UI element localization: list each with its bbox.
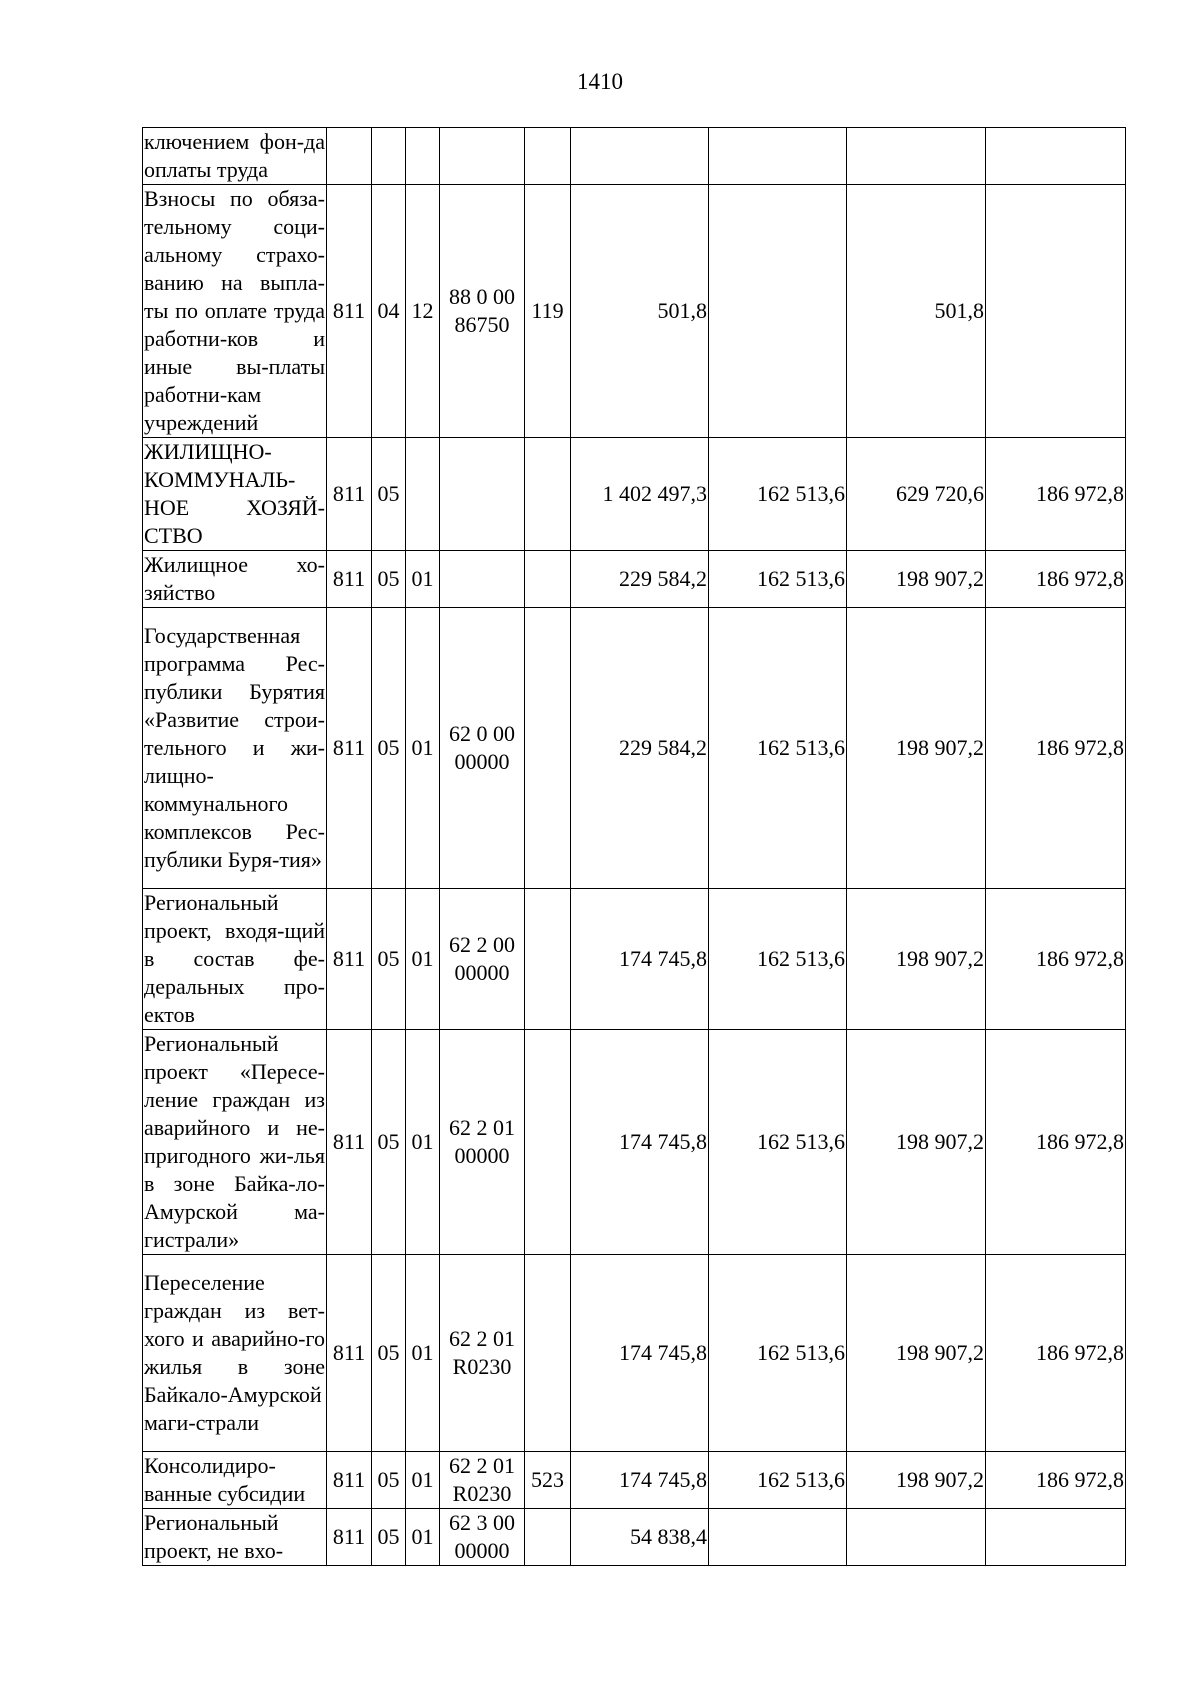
- amount-total: 174 745,8: [571, 1452, 709, 1509]
- amount-extra: 186 972,8: [986, 608, 1126, 889]
- section-code: 04: [372, 185, 406, 438]
- amount-republic: 198 907,2: [847, 1030, 986, 1255]
- subsection-code: [406, 438, 440, 551]
- target-article: 62 2 01 00000: [440, 1030, 525, 1255]
- ministry-code: 811: [327, 608, 372, 889]
- ministry-code: 811: [327, 1509, 372, 1566]
- section-code: 05: [372, 1030, 406, 1255]
- amount-federal: [709, 185, 847, 438]
- table-row: [143, 889, 1126, 1030]
- ministry-code: 811: [327, 1452, 372, 1509]
- amount-federal: 162 513,6: [709, 608, 847, 889]
- table-row: [143, 128, 1126, 185]
- target-article: 88 0 00 86750: [440, 185, 525, 438]
- section-code: 05: [372, 608, 406, 889]
- expense-type: 523: [525, 1452, 571, 1509]
- table-row: [143, 1509, 1126, 1566]
- amount-extra: 186 972,8: [986, 1452, 1126, 1509]
- table-row: [143, 1452, 1126, 1509]
- amount-federal: 162 513,6: [709, 551, 847, 608]
- subsection-code: [406, 128, 440, 185]
- target-article: [440, 551, 525, 608]
- budget-table: [142, 127, 1126, 1566]
- amount-extra: [986, 185, 1126, 438]
- amount-total: 174 745,8: [571, 1030, 709, 1255]
- expense-type: [525, 1030, 571, 1255]
- ministry-code: 811: [327, 1255, 372, 1452]
- amount-total: 54 838,4: [571, 1509, 709, 1566]
- amount-federal: [709, 128, 847, 185]
- table-row: [143, 438, 1126, 551]
- ministry-code: 811: [327, 551, 372, 608]
- amount-total: 229 584,2: [571, 608, 709, 889]
- target-article: 62 0 00 00000: [440, 608, 525, 889]
- expense-type: 119: [525, 185, 571, 438]
- amount-republic: 198 907,2: [847, 1255, 986, 1452]
- table-row: [143, 551, 1126, 608]
- amount-extra: [986, 128, 1126, 185]
- section-code: 05: [372, 1255, 406, 1452]
- row-name: Региональный проект, не вхо-: [143, 1509, 327, 1566]
- section-code: 05: [372, 889, 406, 1030]
- row-name: Переселение граждан из вет-хого и аварийно-го жилья в зоне Байкало-Амурской маги-страли: [143, 1255, 327, 1452]
- expense-type: [525, 608, 571, 889]
- section-code: 05: [372, 1509, 406, 1566]
- amount-extra: [986, 1509, 1126, 1566]
- subsection-code: 01: [406, 1509, 440, 1566]
- amount-republic: 198 907,2: [847, 551, 986, 608]
- subsection-code: 01: [406, 608, 440, 889]
- ministry-code: [327, 128, 372, 185]
- amount-extra: 186 972,8: [986, 438, 1126, 551]
- table-row: [143, 185, 1126, 438]
- target-article: 62 3 00 00000: [440, 1509, 525, 1566]
- section-code: [372, 128, 406, 185]
- ministry-code: 811: [327, 185, 372, 438]
- expense-type: [525, 438, 571, 551]
- row-name: ЖИЛИЩНО-КОММУНАЛЬ-НОЕ ХОЗЯЙ-СТВО: [143, 438, 327, 551]
- target-article: [440, 128, 525, 185]
- ministry-code: 811: [327, 889, 372, 1030]
- row-name: Региональный проект, входя-щий в состав фе-деральных про-ектов: [143, 889, 327, 1030]
- section-code: 05: [372, 438, 406, 551]
- amount-republic: 198 907,2: [847, 889, 986, 1030]
- table-row: [143, 1255, 1126, 1452]
- amount-federal: 162 513,6: [709, 1452, 847, 1509]
- amount-extra: 186 972,8: [986, 551, 1126, 608]
- amount-total: 174 745,8: [571, 889, 709, 1030]
- amount-republic: 198 907,2: [847, 608, 986, 889]
- amount-republic: [847, 1509, 986, 1566]
- amount-total: 229 584,2: [571, 551, 709, 608]
- expense-type: [525, 128, 571, 185]
- amount-federal: 162 513,6: [709, 889, 847, 1030]
- target-article: [440, 438, 525, 551]
- amount-republic: 198 907,2: [847, 1452, 986, 1509]
- subsection-code: 01: [406, 551, 440, 608]
- amount-federal: 162 513,6: [709, 1255, 847, 1452]
- expense-type: [525, 889, 571, 1030]
- amount-republic: 629 720,6: [847, 438, 986, 551]
- target-article: 62 2 01 R0230: [440, 1255, 525, 1452]
- amount-federal: 162 513,6: [709, 1030, 847, 1255]
- row-name: Жилищное хо-зяйство: [143, 551, 327, 608]
- ministry-code: 811: [327, 1030, 372, 1255]
- ministry-code: 811: [327, 438, 372, 551]
- expense-type: [525, 1255, 571, 1452]
- amount-total: 174 745,8: [571, 1255, 709, 1452]
- amount-extra: 186 972,8: [986, 1255, 1126, 1452]
- amount-total: 1 402 497,3: [571, 438, 709, 551]
- row-name: Государственная программа Рес-публики Бурятия «Развитие строи-тельного и жи-лищно-коммунального комплексов Рес-публики Буря-тия»: [143, 608, 327, 889]
- table-row: [143, 608, 1126, 889]
- amount-extra: 186 972,8: [986, 889, 1126, 1030]
- expense-type: [525, 1509, 571, 1566]
- amount-federal: [709, 1509, 847, 1566]
- section-code: 05: [372, 551, 406, 608]
- amount-republic: 501,8: [847, 185, 986, 438]
- page-number: 1410: [577, 69, 623, 94]
- expense-type: [525, 551, 571, 608]
- amount-total: 501,8: [571, 185, 709, 438]
- row-name: Региональный проект «Пересе-ление граждан из аварийного и не-пригодного жи-лья в зоне Байка-ло-Амурской ма-гистрали»: [143, 1030, 327, 1255]
- subsection-code: 01: [406, 889, 440, 1030]
- subsection-code: 01: [406, 1030, 440, 1255]
- row-name: Взносы по обяза-тельному соци-альному страхо-ванию на выпла-ты по оплате труда работни-ков и иные вы-платы работни-кам учреждений: [143, 185, 327, 438]
- section-code: 05: [372, 1452, 406, 1509]
- amount-republic: [847, 128, 986, 185]
- amount-extra: 186 972,8: [986, 1030, 1126, 1255]
- subsection-code: 01: [406, 1452, 440, 1509]
- target-article: 62 2 01 R0230: [440, 1452, 525, 1509]
- table-row: [143, 1030, 1126, 1255]
- row-name: ключением фон-да оплаты труда: [143, 128, 327, 185]
- amount-federal: 162 513,6: [709, 438, 847, 551]
- subsection-code: 12: [406, 185, 440, 438]
- row-name: Консолидиро-ванные субсидии: [143, 1452, 327, 1509]
- subsection-code: 01: [406, 1255, 440, 1452]
- amount-total: [571, 128, 709, 185]
- target-article: 62 2 00 00000: [440, 889, 525, 1030]
